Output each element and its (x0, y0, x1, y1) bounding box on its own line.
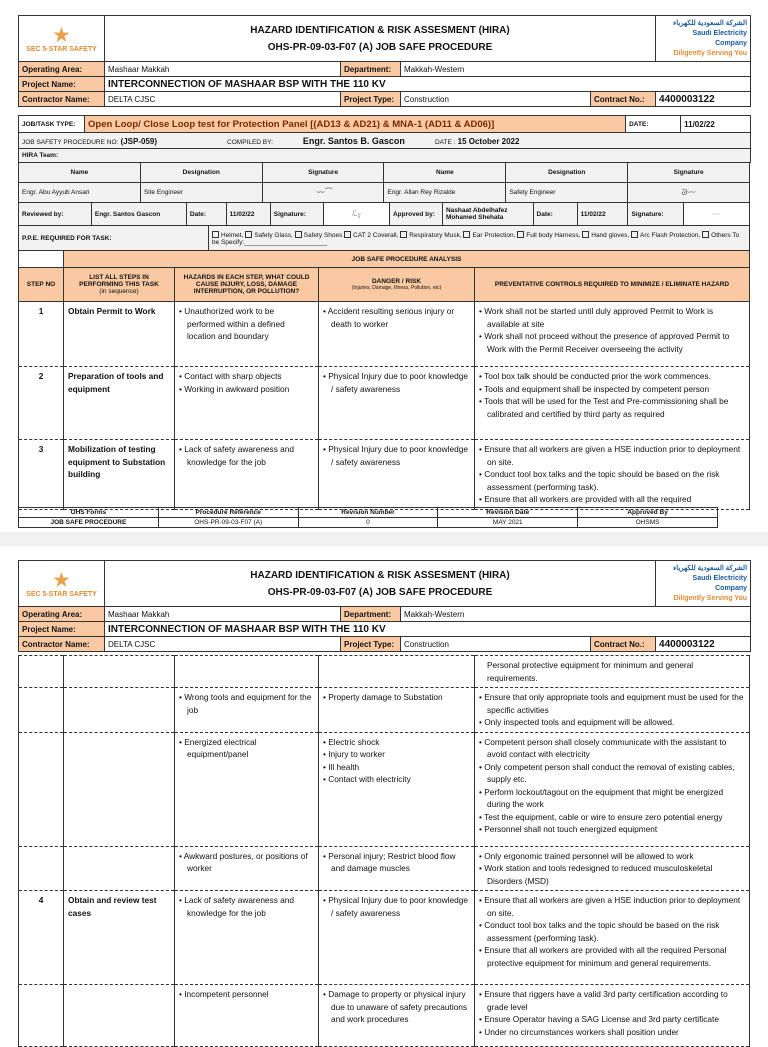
compiled-by-value: Engr. Santos B. Gascon (302, 135, 405, 146)
ppe-item-label: Ear Protection, (472, 231, 518, 239)
hazard-list (179, 370, 314, 395)
step-number (19, 688, 64, 733)
operating-area-label: Operating Area: (19, 607, 105, 622)
ppe-checkbox-item[interactable] (245, 232, 294, 239)
title-line-2: OHS-PR-09-03-F07 (A) JOB SAFE PROCEDURE (267, 41, 493, 53)
approver-signature: 〰 (683, 203, 749, 226)
footer-header: Procedure Reference (158, 508, 298, 518)
hazards-cell (175, 656, 319, 688)
checkbox[interactable] (344, 231, 351, 238)
approval-date-label: Date: (533, 203, 577, 226)
review-row (18, 202, 750, 226)
step-description (64, 985, 175, 1047)
document-title (105, 561, 656, 607)
danger-list-item: • Ill health (323, 761, 470, 774)
checkbox[interactable] (517, 231, 524, 238)
reviewer-signature: ℒ𝓏 (323, 203, 389, 226)
hazard-list-item: • Wrong tools and equipment for the job (179, 691, 314, 716)
controls-list (479, 988, 745, 1038)
ppe-item-label: Hand gloves, (591, 231, 631, 239)
ppe-checklist (209, 226, 750, 251)
step-description: Mobilization of testing equipment to Substation building (64, 440, 175, 510)
step-description (64, 688, 175, 733)
project-name-value: INTERCONNECTION OF MASHAAR BSP WITH THE 110 KV (105, 77, 751, 92)
ppe-item-label: Safety Shoes (303, 231, 345, 239)
analysis-table-page1 (18, 301, 750, 510)
ppe-checkbox-item[interactable] (295, 232, 344, 239)
reviewed-by-label: Reviewed by: (19, 203, 92, 226)
controls-list (479, 370, 745, 420)
page2-header (18, 560, 751, 652)
hazards-cell (175, 732, 319, 846)
page-gap (0, 532, 768, 546)
col-steps-text: LIST ALL STEPS IN PERFORMING THIS TASK (79, 274, 159, 288)
danger-list (323, 988, 470, 1026)
page1-header (18, 15, 751, 107)
step-number: 4 (19, 891, 64, 985)
logo-arabic: الشركة السعودية للكهرباء (672, 564, 748, 572)
hazard-list (179, 443, 314, 468)
footer-header: Revision Date (438, 508, 578, 518)
step-number (19, 985, 64, 1047)
date-label: DATE: (626, 116, 681, 133)
department-label: Department: (341, 62, 401, 77)
danger-list-item: • Injury to worker (323, 748, 470, 761)
ppe-item-label: Safety Glass, (254, 231, 295, 239)
controls-list (479, 443, 745, 506)
project-type-value: Construction (401, 92, 591, 107)
contract-no-value: 4400003122 (656, 92, 751, 107)
ppe-label: P.P.E. REQUIRED FOR TASK: (19, 226, 209, 251)
reviewed-by-value: Engr. Santos Gascon (91, 203, 186, 226)
col-danger-text: DANGER / RISK (371, 278, 422, 285)
ppe-checkbox-item[interactable] (631, 232, 702, 239)
ppe-item-label: Helmet, (221, 231, 246, 239)
controls-list-item: • Only competent person shall conduct the removal of existing cables, supply etc. (479, 761, 745, 786)
operating-area-value: Mashaar Makkah (105, 607, 341, 622)
danger-cell (319, 302, 475, 367)
danger-list-item: • Property damage to Substation (323, 691, 470, 704)
controls-list-item: • Conduct tool box talks and the topic should be based on the risk assessment (performing task). (479, 468, 745, 493)
hazards-cell (175, 985, 319, 1047)
ppe-checkbox-item[interactable] (212, 232, 245, 239)
ppe-checkbox-item[interactable] (582, 232, 631, 239)
hazards-cell (175, 367, 319, 440)
controls-cell (475, 656, 750, 688)
hazards-cell (175, 302, 319, 367)
controls-cell (475, 846, 750, 891)
controls-list-item: • Ensure that all workers are provided with all the required (479, 493, 745, 506)
project-type-value: Construction (401, 637, 591, 652)
hazards-cell (175, 688, 319, 733)
header-signature: Signature (262, 163, 384, 183)
danger-list (323, 736, 470, 786)
danger-list-item: • Physical Injury due to poor knowledge / safety awareness (323, 443, 470, 468)
danger-list (323, 305, 470, 330)
footer-header: Revision Number (298, 508, 438, 518)
member1-name: Engr. Abu Ayyub Ansari (19, 183, 141, 203)
contractor-value: DELTA CJSC (105, 637, 341, 652)
logo-english: Saudi Electricity Company (692, 574, 748, 592)
contract-no-label: Contract No.: (591, 637, 656, 652)
sec-5-star-safety-logo: ★ SEC 5-STAR SAFETY (19, 561, 105, 607)
controls-list (479, 691, 745, 729)
date-value: 11/02/22 (681, 116, 751, 133)
footer-value: MAY 2021 (438, 518, 578, 528)
danger-cell (319, 440, 475, 510)
col-hazards: HAZARDS IN EACH STEP, WHAT COULD CAUSE INJURY, LOSS, DAMAGE INTERRUPTION, OR POLLUTION? (175, 268, 319, 302)
controls-list-item: • Ensure Operator having a SAG License and 3rd party certificate (479, 1013, 745, 1026)
ppe-item-label: CAT 2 Coverall, (353, 231, 401, 239)
ppe-item-label: Others To be Specify:_______________________ (212, 231, 740, 246)
analysis-title: JOB SAFE PROCEDURE ANALYSIS (64, 251, 750, 268)
controls-list-item: • Ensure that only appropriate tools and equipment must be used for the specific activities (479, 691, 745, 716)
checkbox[interactable] (400, 231, 407, 238)
controls-list-item: • Competent person shall closely communicate with the assistant to avoid contact with electricity (479, 736, 745, 761)
danger-cell (319, 891, 475, 985)
hazard-list-item: • Working in awkward position (179, 383, 314, 396)
footer-header: OHS Forms (19, 508, 159, 518)
contractor-value: DELTA CJSC (105, 92, 341, 107)
controls-list (479, 894, 745, 969)
controls-list-item: • Conduct tool box talks and the topic should be based on the risk assessment (performing task). (479, 919, 745, 944)
logo-tagline: Diligently Serving You (673, 49, 748, 57)
footer-value: 0 (298, 518, 438, 528)
controls-cell (475, 688, 750, 733)
hazard-list-item: • Contact with sharp objects (179, 370, 314, 383)
controls-list-item: • Under no circumstances workers shall position under (479, 1026, 745, 1039)
ppe-item-label: Respiratory Musk, (409, 231, 464, 239)
ppe-item-label: Full body Harness, (526, 231, 583, 239)
title-line-2: OHS-PR-09-03-F07 (A) JOB SAFE PROCEDURE (267, 586, 493, 598)
header-name: Name (384, 163, 506, 183)
job-task-type-label: JOB/TASK TYPE: (19, 116, 85, 133)
danger-cell (319, 656, 475, 688)
danger-list-item: • Physical Injury due to poor knowledge / safety awareness (323, 894, 470, 919)
analysis-table-header (18, 250, 750, 302)
hazard-list-item: • Lack of safety awareness and knowledge for the job (179, 894, 314, 919)
checkbox[interactable] (212, 231, 219, 238)
checkbox[interactable] (245, 231, 252, 238)
analysis-row (19, 846, 750, 891)
document-title (105, 16, 656, 62)
hazard-list-item: • Lack of safety awareness and knowledge for the job (179, 443, 314, 468)
controls-list (479, 850, 745, 888)
contractor-label: Contractor Name: (19, 637, 105, 652)
project-type-label: Project Type: (341, 637, 401, 652)
controls-cell (475, 985, 750, 1047)
job-task-type-value: Open Loop/ Close Loop test for Protection Panel [(AD13 & AD21) & MNA-1 (AD11 & AD06)] (85, 116, 626, 133)
ppe-checkbox-item[interactable] (344, 232, 400, 239)
controls-list-item: • Work shall not proceed without the presence of approved Permit to Work with the Permit Receiver overseeing the activity (479, 330, 745, 355)
danger-cell (319, 846, 475, 891)
controls-cell (475, 367, 750, 440)
logo-text: SEC 5-STAR SAFETY (26, 590, 97, 598)
danger-cell (319, 985, 475, 1047)
controls-list-item: • Test the equipment, cable or wire to ensure zero potential energy (479, 811, 745, 824)
hazard-list-item: • Awkward postures, or positions of worker (179, 850, 314, 875)
hazards-cell (175, 846, 319, 891)
checkbox[interactable] (582, 231, 589, 238)
sec-5-star-safety-logo: ★ SEC 5-STAR SAFETY (19, 16, 105, 62)
department-value: Makkah-Western (401, 62, 751, 77)
danger-list-item: • Damage to property or physical injury due to unaware of safety precautions and work procedures (323, 988, 470, 1026)
hazards-cell (175, 891, 319, 985)
danger-list-item: • Personal injury; Restrict blood flow and damage muscles (323, 850, 470, 875)
controls-cell (475, 440, 750, 510)
footer-value: OHSMS (578, 518, 718, 528)
step-number: 3 (19, 440, 64, 510)
controls-list-item: • Perform lockout/tagout on the equipment that might be energized during the work (479, 786, 745, 811)
project-name-label: Project Name: (19, 77, 105, 92)
job-info-section (18, 115, 751, 163)
contractor-label: Contractor Name: (19, 92, 105, 107)
ppe-checkbox-item[interactable] (463, 232, 517, 239)
ppe-checkbox-item[interactable] (400, 232, 463, 239)
danger-list (323, 850, 470, 875)
step-description: Preparation of tools and equipment (64, 367, 175, 440)
step-number (19, 846, 64, 891)
analysis-row (19, 656, 750, 688)
compiled-by-label: COMPILED BY: (227, 138, 273, 146)
controls-list-item: • Work shall not be started until duly approved Permit to Work is available at site (479, 305, 745, 330)
step-description (64, 732, 175, 846)
contract-no-label: Contract No.: (591, 92, 656, 107)
form-footer (18, 507, 718, 528)
controls-list (479, 736, 745, 836)
hira-team-table (18, 162, 750, 203)
controls-list-item: • Ensure that all workers are provided with all the required Personal protective equipment for minimum and general requirements. (479, 944, 745, 969)
danger-list (323, 894, 470, 919)
controls-list-item: • Personnel shall not touch energized equipment (479, 823, 745, 836)
checkbox[interactable] (463, 231, 470, 238)
hazard-list-item: • Unauthorized work to be performed within a defined location and boundary (179, 305, 314, 343)
project-type-label: Project Type: (341, 92, 401, 107)
analysis-row (19, 891, 750, 985)
footer-value: OHS-PR-09-03-F07 (A) (158, 518, 298, 528)
logo-english: Saudi Electricity Company (692, 29, 748, 47)
analysis-row (19, 440, 750, 510)
title-line-1: HAZARD IDENTIFICATION & RISK ASSESMENT (HIRA) (250, 569, 510, 581)
approved-by-value (442, 203, 533, 226)
jsp-row (19, 133, 751, 149)
analysis-row (19, 732, 750, 846)
controls-list-item: • Tools that will be used for the Test and Pre-commissioning shall be calibrated and certified by third party as required (479, 395, 745, 420)
analysis-row (19, 302, 750, 367)
hazard-list-item: • Energized electrical equipment/panel (179, 736, 314, 761)
hazards-cell (175, 440, 319, 510)
step-description (64, 656, 175, 688)
col-steps-sub: (in sequence) (99, 288, 139, 295)
col-step-no: STEP NO (19, 268, 64, 302)
hazard-list (179, 988, 314, 1001)
approved-by-label: Approved by: (389, 203, 442, 226)
danger-list (323, 691, 470, 704)
project-name-label: Project Name: (19, 622, 105, 637)
step-number: 2 (19, 367, 64, 440)
hira-team-label: HIRA Team: (19, 149, 751, 163)
danger-cell (319, 732, 475, 846)
review-date-value: 11/02/22 (226, 203, 270, 226)
approver-line-2: Mohamed Shehata (445, 214, 504, 221)
col-danger-sub: (Injuries, Damage, Illness, Pollution, etc) (351, 285, 442, 291)
step-number: 1 (19, 302, 64, 367)
danger-list (323, 443, 470, 468)
analysis-table-page2 (18, 655, 750, 1047)
logo-text: SEC 5-STAR SAFETY (26, 45, 97, 53)
controls-text: Personal protective equipment for minimum and general requirements. (487, 660, 694, 683)
step-description (64, 846, 175, 891)
operating-area-label: Operating Area: (19, 62, 105, 77)
analysis-row (19, 985, 750, 1047)
hazard-list (179, 736, 314, 761)
footer-header: Approved By (578, 508, 718, 518)
member1-signature: 〰⁀ (262, 183, 384, 203)
danger-cell (319, 688, 475, 733)
analysis-row (19, 367, 750, 440)
controls-list-item: • Tool box talk should be conducted prior the work commences. (479, 370, 745, 383)
header-name: Name (19, 163, 141, 183)
header-designation: Designation (506, 163, 628, 183)
approval-date-value: 11/02/22 (577, 203, 628, 226)
controls-list-item: • Work station and tools redesigned to reduced musculoskeletal Disorders (MSD) (479, 862, 745, 887)
department-label: Department: (341, 607, 401, 622)
controls-list-item: • Ensure that all workers are given a HSE induction prior to deployment on site. (479, 443, 745, 468)
review-date-label: Date: (186, 203, 226, 226)
member1-designation: Site Engineer (140, 183, 262, 203)
step-description: Obtain and review test cases (64, 891, 175, 985)
danger-list-item: • Accident resulting serious injury or death to worker (323, 305, 470, 330)
controls-list-item: • Only inspected tools and equipment will be allowed. (479, 716, 745, 729)
hazard-list (179, 850, 314, 875)
title-line-1: HAZARD IDENTIFICATION & RISK ASSESMENT (HIRA) (250, 24, 510, 36)
jsp-label: JOB SAFETY PROCEDURE NO: (22, 138, 119, 146)
saudi-electricity-logo (656, 16, 751, 62)
operating-area-value: Mashaar Makkah (105, 62, 341, 77)
danger-cell (319, 367, 475, 440)
ppe-checkbox-item[interactable] (517, 232, 582, 239)
member2-signature: ᘐ〰 (628, 183, 750, 203)
header-signature: Signature (628, 163, 750, 183)
checkbox[interactable] (295, 231, 302, 238)
danger-list-item: • Contact with electricity (323, 773, 470, 786)
hazard-list (179, 691, 314, 716)
step-number (19, 732, 64, 846)
step-number (19, 656, 64, 688)
col-danger (319, 268, 475, 302)
controls-list-item: • Only ergonomic trained personnel will be allowed to work (479, 850, 745, 863)
col-steps (64, 268, 175, 302)
saudi-electricity-logo (656, 561, 751, 607)
approval-signature-label: Signature: (628, 203, 683, 226)
controls-list-item: • Ensure that riggers have a valid 3rd party certification according to grade level (479, 988, 745, 1013)
header-designation: Designation (140, 163, 262, 183)
logo-tagline: Diligently Serving You (673, 594, 748, 602)
member2-designation: Safety Engineer (506, 183, 628, 203)
date2-label: DATE : (434, 138, 456, 146)
member2-name: Engr. Allan Rey Rizalde (384, 183, 506, 203)
danger-list (323, 370, 470, 395)
controls-list-item: • Tools and equipment shall be inspected by competent person (479, 383, 745, 396)
col-controls: PREVENTATIVE CONTROLS REQUIRED TO MINIMIZE / ELIMINATE HAZARD (475, 268, 750, 302)
department-value: Makkah-Western (401, 607, 751, 622)
project-name-value: INTERCONNECTION OF MASHAAR BSP WITH THE 110 KV (105, 622, 751, 637)
hazard-list-item: • Incompetent personnel (179, 988, 314, 1001)
approver-line-1: Nashaat Abdelhafez (445, 207, 508, 214)
danger-list-item: • Physical Injury due to poor knowledge / safety awareness (323, 370, 470, 395)
footer-value: JOB SAFE PROCEDURE (19, 518, 159, 528)
hazard-list (179, 305, 314, 343)
step-description: Obtain Permit to Work (64, 302, 175, 367)
analysis-row (19, 688, 750, 733)
checkbox[interactable] (702, 231, 709, 238)
controls-list (479, 305, 745, 355)
ppe-item-label: Arc Flash Protection, (640, 231, 703, 239)
controls-cell (475, 302, 750, 367)
logo-arabic: الشركة السعودية للكهرباء (672, 19, 748, 27)
date2-value: 15 October 2022 (457, 136, 520, 146)
jsp-no: (JSP-059) (120, 136, 158, 146)
controls-cell (475, 732, 750, 846)
ppe-row (18, 225, 750, 251)
danger-list-item: • Electric shock (323, 736, 470, 749)
controls-list-item: • Ensure that all workers are given a HSE induction prior to deployment on site. (479, 894, 745, 919)
controls-cell (475, 891, 750, 985)
hazard-list (179, 894, 314, 919)
checkbox[interactable] (631, 231, 638, 238)
contract-no-value: 4400003122 (656, 637, 751, 652)
review-signature-label: Signature: (270, 203, 323, 226)
